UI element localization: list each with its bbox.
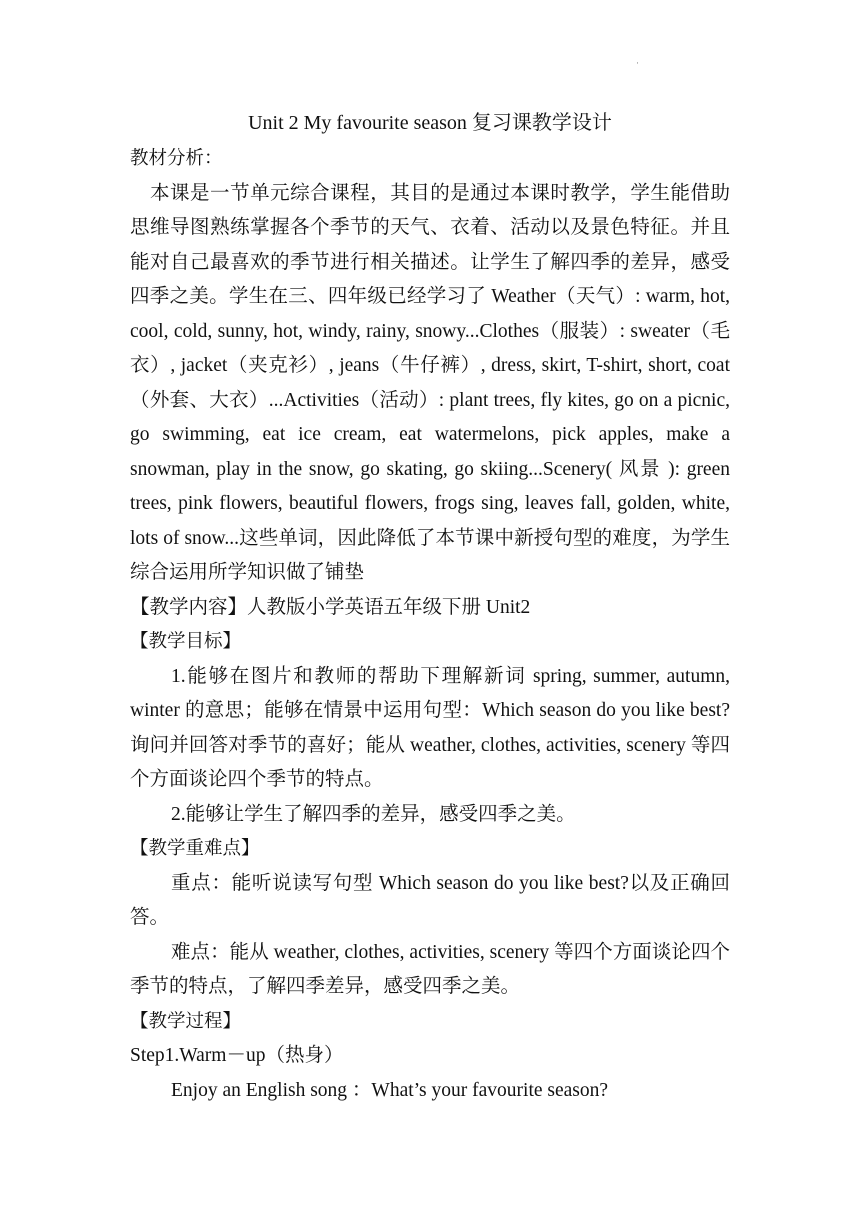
process-heading: 【教学过程】 — [130, 1010, 242, 1032]
key-point: 重点：能听说读写句型 Which season do you like best?以及正确回答。 — [130, 872, 730, 928]
corner-mark: · — [636, 58, 639, 68]
objective-2: 2.能够让学生了解四季的差异，感受四季之美。 — [171, 803, 576, 825]
step1-text: Enjoy an English song ：What’s your favourite season? — [171, 1079, 609, 1101]
objectives-heading: 【教学目标】 — [130, 631, 242, 652]
document-body — [130, 142, 730, 1108]
document-title: Unit 2 My favourite season 复习课教学设计 — [248, 112, 612, 134]
step1-title: Step1.Warm－up（热身） — [130, 1045, 344, 1066]
objective-1: 1.能够在图片和教师的帮助下理解新词 spring, summer, autumn, winter 的意思；能够在情景中运用句型：Which season do you like best? 询问并回答对季节的喜好；能从 weather, clothes, activities, scenery 等四个方面谈论四个季节的特点。 — [130, 665, 730, 790]
teaching-content: 【教学内容】人教版小学英语五年级下册 Unit2 — [130, 596, 531, 618]
key-points-heading: 【教学重难点】 — [130, 838, 260, 859]
difficult-point: 难点：能从 weather, clothes, activities, scenery 等四个方面谈论四个季节的特点，了解四季差异，感受四季之美。 — [130, 941, 730, 997]
analysis-heading: 教材分析： — [130, 148, 223, 169]
analysis-paragraph: 本课是一节单元综合课程，其目的是通过本课时教学，学生能借助思维导图熟练掌握各个季节的天气、衣着、活动以及景色特征。并且能对自己最喜欢的季节进行相关描述。让学生了解四季的差异，感受四季之美。学生在三、四年级已经学习了 Weather（天气）: warm, hot, cool, cold, sunny, hot, windy, rainy, snowy...Clothes（服装）: sweater（毛衣）, jacket（夹克衫）, jeans（牛仔裤）, dress, skirt, T-shirt, short, coat（外套、大衣）...Activities（活动）: plant trees, fly kites, go on a picnic, go swimming, eat ice cream, eat watermelons, pick apples, make a snowman, play in the snow, go skating, go skiing...Scenery( 风景 ): green trees, pink flowers, beautiful flowers, frogs sing, leaves fall, golden, white, lots of snow...这些单词，因此降低了本节课中新授句型的难度，为学生综合运用所学知识做了铺垫 — [130, 182, 730, 583]
